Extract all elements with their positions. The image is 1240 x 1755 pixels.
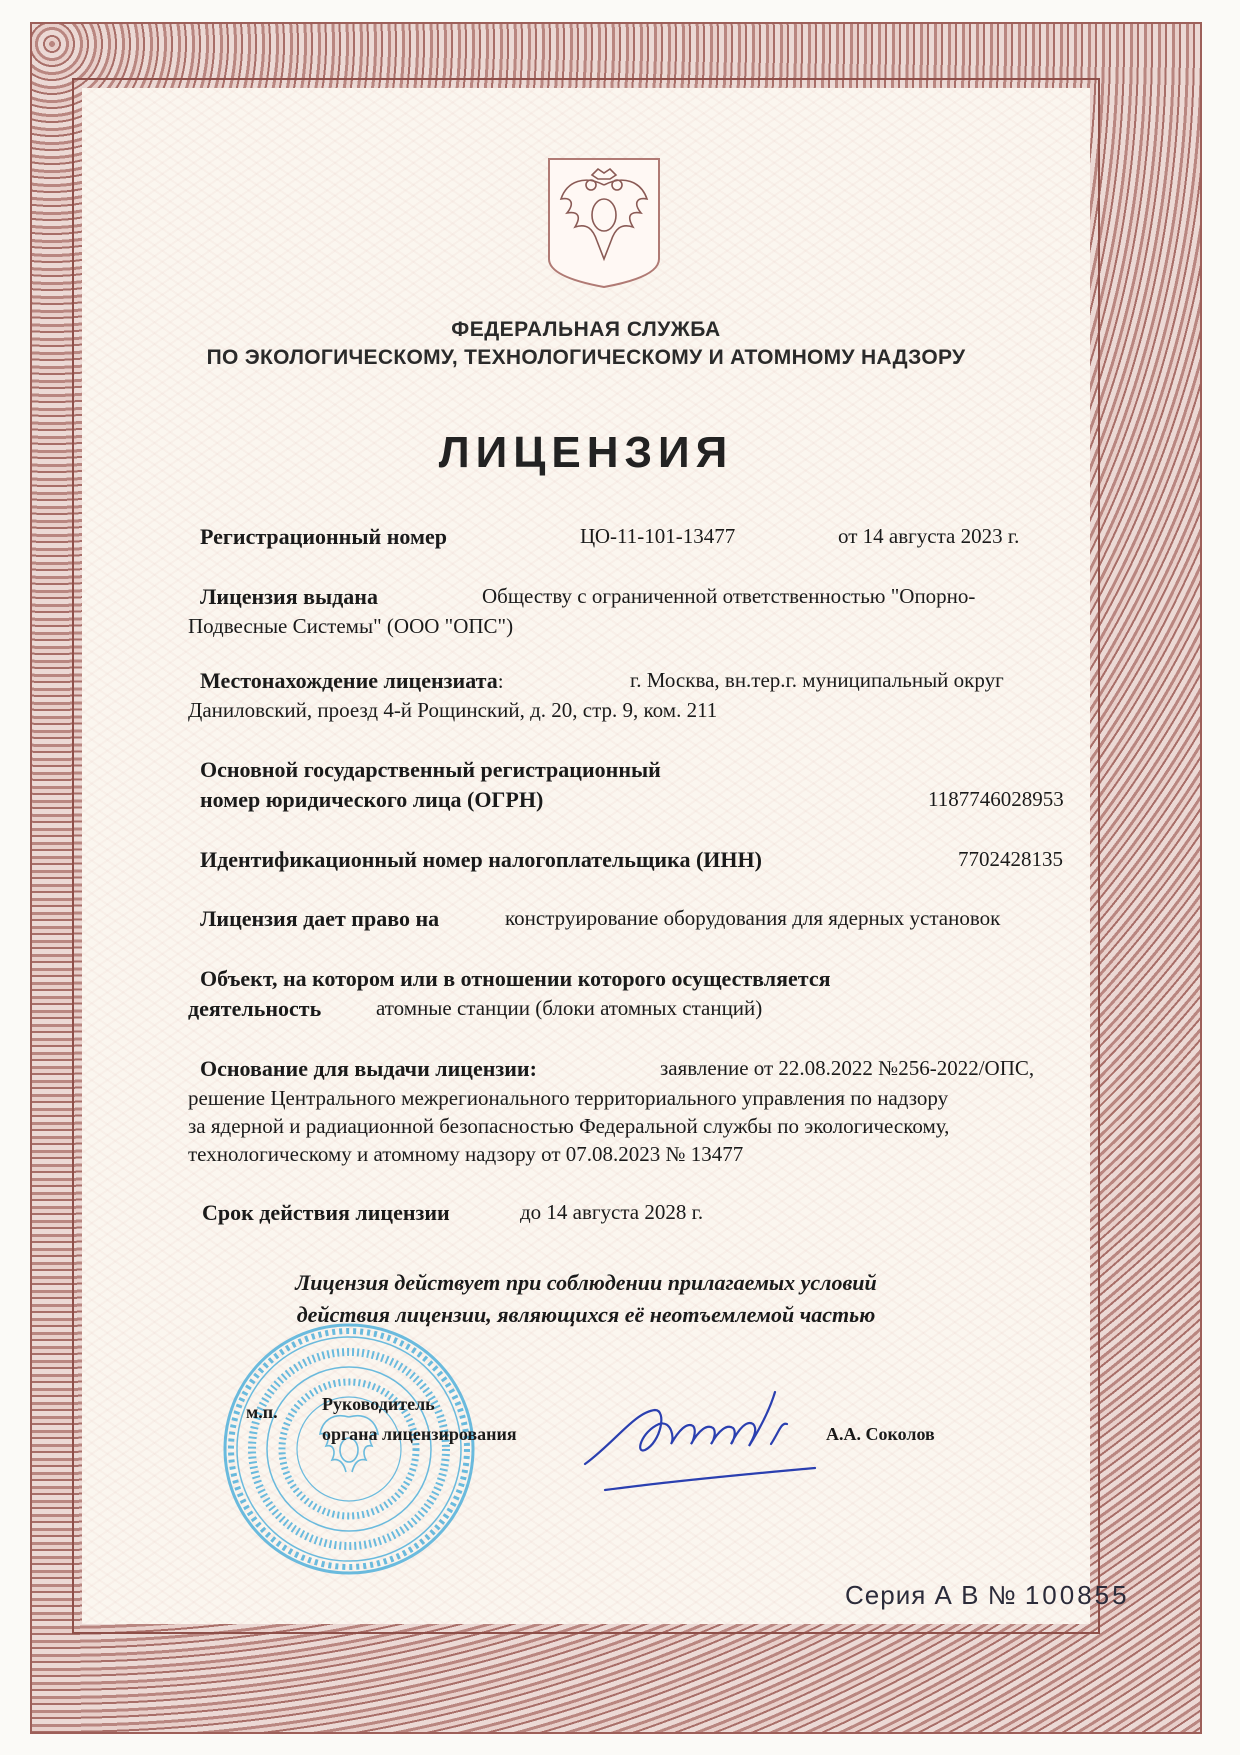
location-colon: : [497,669,504,693]
ogrn-label-line2: номер юридического лица (ОГРН) [200,787,544,812]
ogrn-value: 1187746028953 [928,787,1064,811]
registration-date: от 14 августа 2023 г. [838,524,1020,548]
registration-number: ЦО-11-101-13477 [580,524,736,548]
document-title: ЛИЦЕНЗИЯ [438,428,734,477]
official-seal-icon [222,1322,477,1577]
validity-note-line2: действия лицензии, являющихся её неотъемлемой частью [296,1302,876,1327]
validity-label: Срок действия лицензии [202,1200,450,1225]
validity-note-line1: Лицензия действует при соблюдении прилагаемых условий [295,1270,877,1295]
issued-to-line1: Обществу с ограниченной ответственностью "Опорно- [482,584,976,608]
series-number: 100855 [1024,1580,1130,1610]
right-value: конструирование оборудования для ядерных установок [505,906,1001,930]
inn-label: Идентификационный номер налогоплательщика (ИНН) [200,847,762,872]
basis-line3: за ядерной и радиационной безопасностью Федеральной службы по экологическому, [188,1114,950,1138]
basis-line1: заявление от 22.08.2022 №256-2022/ОПС, [660,1056,1035,1080]
ogrn-label-line1: Основной государственный регистрационный [200,757,661,782]
object-label-line2: деятельность [188,996,322,1021]
location-line1: г. Москва, вн.тер.г. муниципальный округ [630,668,1004,692]
coat-of-arms-icon [545,155,663,291]
agency-name-line1: ФЕДЕРАЛЬНАЯ СЛУЖБА [451,318,721,341]
location-label-text: Местонахождение лицензиата [200,668,498,693]
validity-value: до 14 августа 2028 г. [520,1200,704,1224]
basis-line2: решение Центрального межрегионального территориального управления по надзору [188,1086,949,1110]
issued-to-line2: Подвесные Системы" (ООО "ОПС") [188,614,514,638]
series-letters: А В [934,1580,980,1610]
form-series-number [845,1580,1130,1611]
series-number-sign: № [987,1580,1017,1610]
registration-label: Регистрационный номер [200,524,447,549]
basis-line4: технологическому и атомному надзору от 07.08.2023 № 13477 [188,1142,744,1166]
basis-label: Основание для выдачи лицензии: [200,1056,537,1081]
inn-value: 7702428135 [958,847,1063,871]
object-label-line1: Объект, на котором или в отношении которого осуществляется [200,966,831,991]
signatory-role-line2: органа лицензирования [322,1424,517,1444]
signatory-role-line1: Руководитель [322,1394,435,1414]
signatory-name: А.А. Соколов [826,1424,935,1444]
right-label: Лицензия дает право на [200,906,440,931]
location-label [200,668,504,694]
issued-to-label: Лицензия выдана [200,584,378,609]
mp-label: м.п. [246,1402,278,1422]
handwritten-signature-icon [575,1372,845,1502]
location-line2: Даниловский, проезд 4-й Рощинский, д. 20, стр. 9, ком. 211 [188,698,718,722]
object-value: атомные станции (блоки атомных станций) [376,996,763,1020]
series-label: Серия [845,1580,927,1610]
agency-name-line2: ПО ЭКОЛОГИЧЕСКОМУ, ТЕХНОЛОГИЧЕСКОМУ И АТОМНОМУ НАДЗОРУ [206,346,966,369]
